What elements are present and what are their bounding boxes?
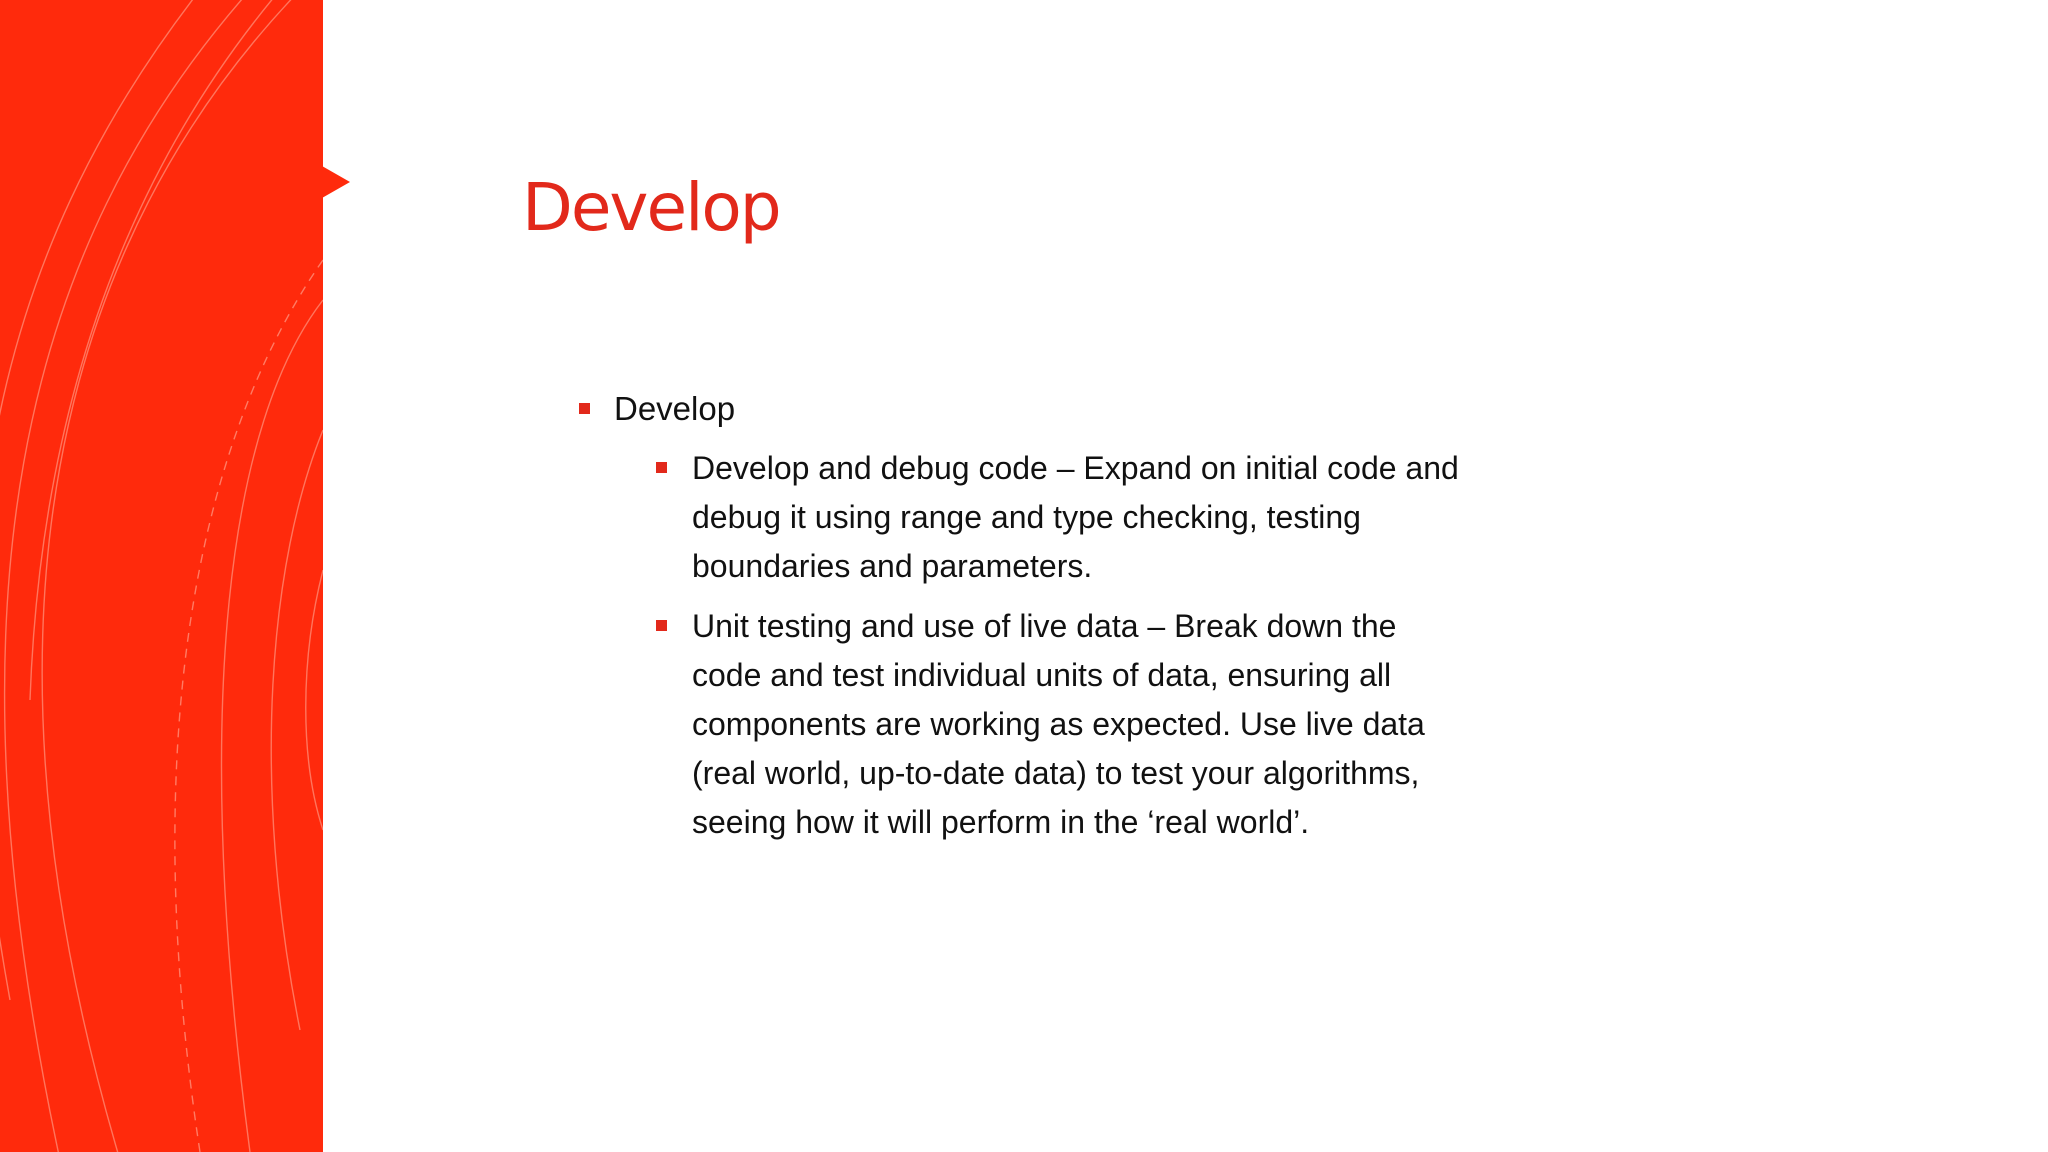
bullet-item bbox=[578, 384, 1478, 433]
panel-pointer-arrow bbox=[322, 166, 350, 198]
decorative-arc bbox=[222, 300, 323, 1152]
decorative-dashed-arc bbox=[175, 260, 323, 1152]
decorative-side-panel bbox=[0, 0, 323, 1152]
square-bullet-icon bbox=[656, 462, 667, 473]
square-bullet-icon bbox=[656, 620, 667, 631]
bullet-list bbox=[578, 384, 1478, 847]
decorative-arc bbox=[42, 0, 300, 1152]
decorative-arc bbox=[30, 0, 280, 700]
decorative-arcs bbox=[0, 0, 323, 1152]
sub-bullet-item bbox=[692, 602, 1472, 847]
bullet-text: Develop bbox=[614, 390, 736, 427]
decorative-arc bbox=[306, 570, 323, 830]
sub-bullet-item bbox=[692, 444, 1472, 591]
sub-bullet-text: Unit testing and use of live data – Break down the code and test individual units of data, ensuring all components are working as expected. Use live data (real world, up-to-date data) to test your algorithms, seeing how it will perform in the ‘real world’. bbox=[692, 608, 1425, 840]
decorative-arc bbox=[271, 430, 323, 1030]
decorative-arc bbox=[5, 0, 250, 1152]
sub-bullet-text: Develop and debug code – Expand on initial code and debug it using range and type checking, testing boundaries and parameters. bbox=[692, 450, 1459, 584]
slide-title: Develop bbox=[522, 169, 780, 246]
square-bullet-icon bbox=[579, 403, 590, 414]
